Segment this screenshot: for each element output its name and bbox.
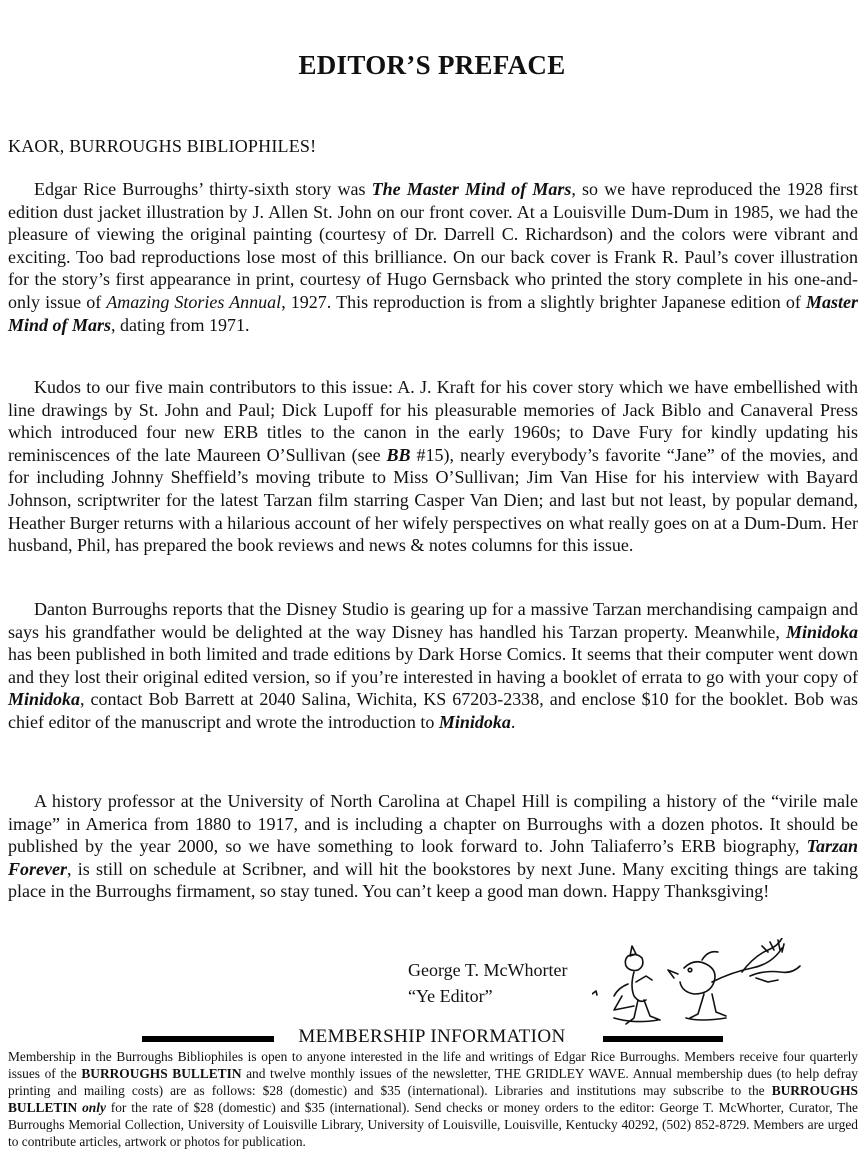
magazine-title: Amazing Stories Annual bbox=[106, 291, 282, 312]
greeting: KAOR, BURROUGHS BIBLIOPHILES! bbox=[8, 136, 317, 156]
book-title-master-mind: The Master Mind of Mars bbox=[371, 179, 572, 199]
membership-text-3: for the rate of $28 (domestic) and $35 (international). Send checks or money orders to the editor: George T. McWhorter, Curator, The Burroughs Memorial Collection, University of Louisville Library, University of Louisville, Louisville, Kentucky 40292, (502) 852-8729. Members are urged to contribute articles, artwork or photos for publication. bbox=[8, 1100, 858, 1149]
editor-doodle-illustration bbox=[592, 938, 860, 1030]
bulletin-name: BURROUGHS BULLETIN bbox=[81, 1066, 242, 1081]
p1-text-4: , dating from 1971. bbox=[111, 314, 250, 335]
p3-text-2: has been published in both limited and trade editions by Dark Horse Comics. It seems that their computer went down and they lost their original edited version, so if you’re interested in having a booklet of errata to go with your copy of bbox=[8, 644, 858, 687]
p3-text-3: , contact Bob Barrett at 2040 Salina, Wichita, KS 67203-2338, and enclose $10 for the booklet. Bob was chief editor of the manuscript and wrote the introduction to bbox=[8, 689, 858, 732]
paragraph-history bbox=[8, 790, 858, 903]
p3-text-4: . bbox=[510, 711, 516, 732]
membership-text-1: Membership in the Burroughs Bibliophiles is open to anyone interested in the life and writings of Edgar Rice Burroughs. Members receive four quarterly issues of the bbox=[8, 1049, 858, 1081]
bulletin-name-2: BURROUGHS BULLETIN bbox=[8, 1083, 858, 1115]
p4-text-2: , is still on schedule at Scribner, and will hit the bookstores by next June. Many exciting things are taking place in the Burroughs firmament, so stay tuned. You can’t keep a good man down. Happy Thanksgiving! bbox=[8, 858, 858, 902]
signature-name: George T. McWhorter bbox=[408, 960, 568, 980]
book-title-master-mind-2: Master Mind of Mars bbox=[8, 291, 859, 335]
p1-text-3: , 1927. This reproduction is from a slightly brighter Japanese edition of bbox=[281, 291, 806, 312]
book-title-minidoka-3: Minidoka bbox=[438, 711, 511, 732]
p3-text-1: Danton Burroughs reports that the Disney Studio is gearing up for a massive Tarzan merchandising campaign and says his grandfather would be delighted at the way Disney has handled his Tarzan property. Meanwhile, bbox=[8, 599, 858, 642]
only-emphasis: only bbox=[82, 1100, 106, 1115]
paragraph-master-mind bbox=[8, 178, 858, 336]
membership-text bbox=[8, 1048, 858, 1150]
bb-abbreviation: BB bbox=[386, 444, 411, 465]
paragraph-disney bbox=[8, 598, 858, 734]
heading-rule-right bbox=[603, 1036, 723, 1042]
book-title-minidoka-2: Minidoka bbox=[8, 689, 81, 710]
paragraph-kudos bbox=[8, 376, 858, 557]
p2-text-2: #15), nearly everybody’s favorite “Jane” of the movies, and for including Johnny Sheffield’s moving tribute to Miss O’Sullivan; Jim Van Hise for his interview with Bayard Johnson, scriptwriter for the latest Tarzan film starring Casper Van Dien; and last but not least, by popular demand, Heather Burger returns with a hilarious account of her wifely perspectives on what really goes on at a Dum-Dum. Her husband, Phil, has prepared the book reviews and news & notes columns for this issue. bbox=[8, 444, 858, 556]
signature-role: “Ye Editor” bbox=[408, 986, 493, 1006]
p1-text-1: Edgar Rice Burroughs’ thirty-sixth story was bbox=[34, 179, 372, 199]
book-title-minidoka: Minidoka bbox=[785, 621, 858, 642]
membership-heading: MEMBERSHIP INFORMATION bbox=[298, 1026, 566, 1047]
p2-text-1: Kudos to our five main contributors to this issue: A. J. Kraft for his cover story which we have embellished with line drawings by St. John and Paul; Dick Lupoff for his pleasurable memories of Jack Biblo and Canaveral Press which introduced four new ERB titles to the canon in the early 1960s; to Dave Fury for kindly updating his reminiscences of the late Maureen O’Sullivan (see bbox=[8, 377, 858, 465]
membership-text-2: and twelve monthly issues of the newsletter, THE GRIDLEY WAVE. Annual membership dues (to help defray printing and mailing costs) are as follows: $28 (domestic) and $35 (international). Libraries and institutions may subscribe to the bbox=[8, 1066, 858, 1098]
p4-text-1: A history professor at the University of North Carolina at Chapel Hill is compiling a history of the “virile male image” in America from 1880 to 1917, and is including a chapter on Burroughs with a dozen photos. It should be published by the year 2000, so we have something to look forward to. John Taliaferro’s ERB biography, bbox=[8, 791, 858, 857]
p1-text-2: , so we have reproduced the 1928 first edition dust jacket illustration by J. Allen St. John on our front cover. At a Louisville Dum-Dum in 1985, we had the pleasure of viewing the original painting (courtesy of Dr. Darrell C. Richardson) and the colors were vibrant and exciting. Too bad reproductions lose most of this brilliance. On our back cover is Frank R. Paul’s cover illustration for the story’s first appearance in print, courtesy of Hugo Gernsback who printed the story complete in his one-and-only issue of bbox=[8, 179, 858, 312]
page-title: EDITOR’S PREFACE bbox=[298, 50, 566, 80]
book-title-tarzan-forever: Tarzan Forever bbox=[8, 836, 858, 879]
